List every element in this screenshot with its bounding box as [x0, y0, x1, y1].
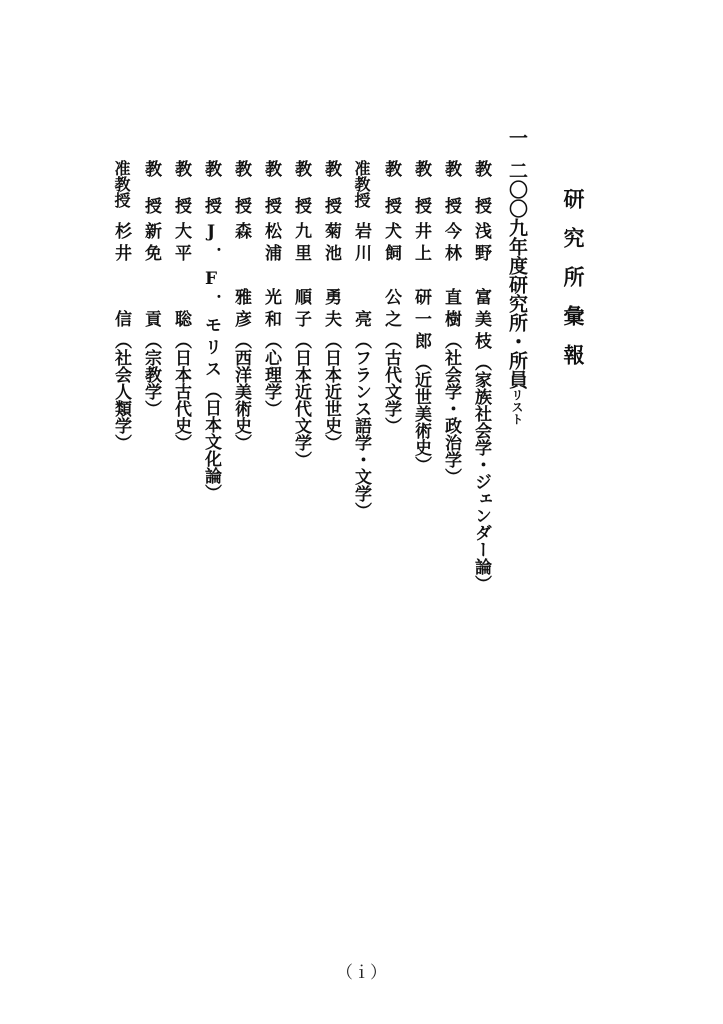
staff-rank: 教授: [261, 160, 281, 234]
staff-rank: 教授: [141, 160, 161, 234]
staff-field: （日本文化論）: [201, 382, 221, 501]
staff-field: （近世美術史）: [411, 354, 431, 473]
staff-entry: [230, 160, 252, 451]
staff-name: 岩川 亮: [351, 222, 371, 332]
staff-field: （日本近世史）: [321, 332, 341, 451]
staff-entry: [170, 160, 192, 451]
staff-rank: 教授: [381, 160, 401, 234]
staff-field: （日本近代文学）: [291, 332, 311, 468]
staff-entry: [470, 160, 492, 592]
staff-name: 井上 研一郎: [411, 222, 431, 354]
staff-name: 菊池 勇夫: [321, 222, 341, 332]
staff-rank: 教授: [441, 160, 461, 234]
staff-rank: 准教授: [352, 160, 371, 208]
staff-name: J．F．モリス: [201, 222, 221, 382]
staff-name: 今林 直樹: [441, 222, 461, 332]
staff-field: （西洋美術史）: [231, 332, 251, 451]
staff-entry: [440, 160, 462, 485]
staff-entry: [110, 160, 132, 451]
staff-field: （家族社会学・ジェンダー論）: [471, 354, 491, 592]
staff-field: （古代文学）: [381, 332, 401, 434]
staff-entry: [380, 160, 402, 434]
staff-entry: [410, 160, 432, 473]
staff-rank: 教授: [471, 160, 491, 234]
staff-entry: [260, 160, 282, 417]
staff-entry: [320, 160, 342, 451]
staff-name: 犬飼 公之: [381, 222, 401, 332]
staff-field: （フランス語学・文学）: [351, 332, 371, 519]
staff-field: （社会人類学）: [111, 332, 131, 451]
staff-rank: 教授: [201, 160, 221, 234]
staff-field: （社会学・政治学）: [441, 332, 461, 485]
staff-field: （心理学）: [261, 332, 281, 417]
staff-rank: 教授: [231, 160, 251, 234]
section-heading: [504, 128, 531, 425]
section-heading-text: 二〇〇九年度研究所・所員: [506, 161, 528, 389]
staff-rank: 教授: [171, 160, 191, 234]
staff-name: 杉井 信: [111, 222, 131, 332]
staff-name: 大平 聡: [171, 222, 191, 332]
staff-name: 浅野 富美枝: [471, 222, 491, 354]
page-title: 研究所彙報: [561, 188, 586, 383]
staff-entry: [290, 160, 312, 468]
staff-name: 新免 貢: [141, 222, 161, 332]
staff-name: 森 雅彦: [231, 222, 251, 332]
staff-rank: 准教授: [112, 160, 131, 208]
staff-entry: [350, 160, 372, 519]
staff-name: 松浦 光和: [261, 222, 281, 332]
staff-rank: 教授: [321, 160, 341, 234]
staff-entry: [140, 160, 162, 417]
page-number: （ｉ）: [336, 963, 387, 983]
staff-field: （宗教学）: [141, 332, 161, 417]
section-number: 一: [506, 128, 528, 147]
staff-rank: 教授: [291, 160, 311, 234]
section-heading-small: リスト: [510, 389, 524, 425]
staff-name: 九里 順子: [291, 222, 311, 332]
staff-rank: 教授: [411, 160, 431, 234]
staff-entry: [200, 160, 222, 501]
staff-field: （日本古代史）: [171, 332, 191, 451]
